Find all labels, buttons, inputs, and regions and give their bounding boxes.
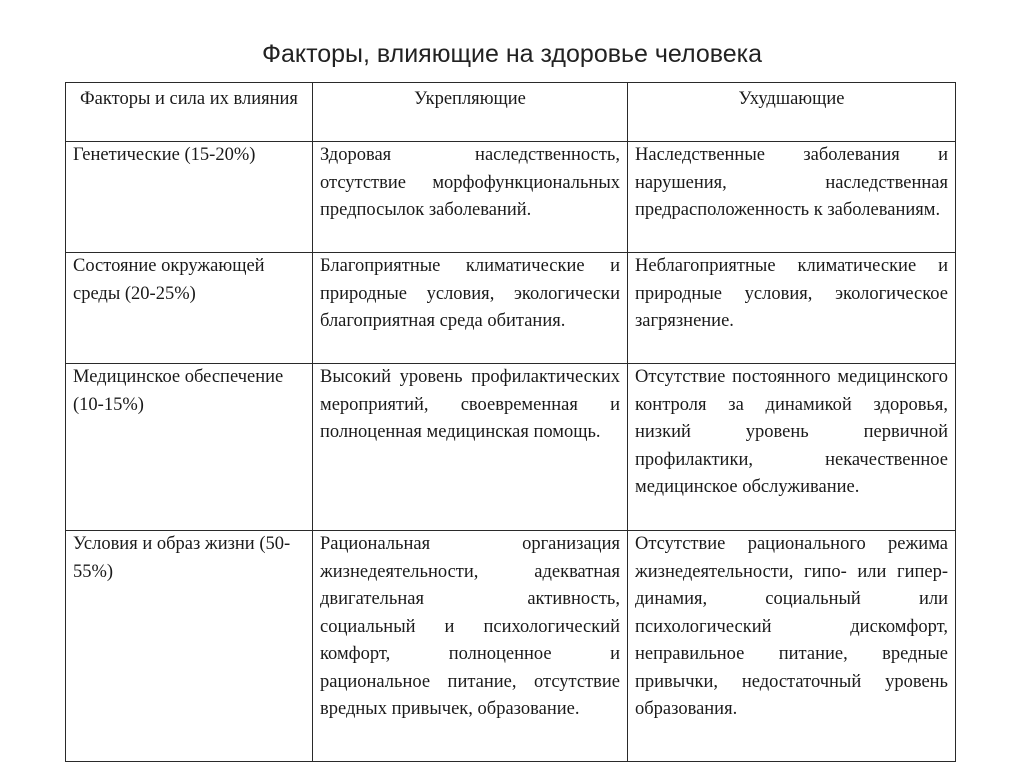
table-header-row: [66, 83, 956, 142]
factor-cell: Генетические (15-20%): [66, 142, 313, 253]
page-title: Факторы, влияющие на здоровье человека: [261, 40, 763, 68]
table-row-lifestyle: [66, 531, 956, 762]
header-worsening: Ухудшающие: [628, 83, 956, 142]
table-row-genetic: [66, 142, 956, 253]
factor-cell: Состояние окружающей среды (20-25%): [66, 253, 313, 364]
factor-cell: Условия и образ жизни (50-55%): [66, 531, 313, 762]
worsening-cell: Наследственные заболевания и нарушения, наследственная предрасположенность к заболеваниям.: [628, 142, 956, 253]
factor-cell: Медицинское обеспечение (10-15%): [66, 364, 313, 531]
worsening-cell: Неблагоприятные климатические и природные условия, экологическое загрязнение.: [628, 253, 956, 364]
strengthening-cell: Здоровая наследственность, отсутствие морфофункциональных предпосылок заболеваний.: [313, 142, 628, 253]
header-factors: Факторы и сила их влияния: [66, 83, 313, 142]
health-factors-table: [65, 82, 956, 762]
table-row-environment: [66, 253, 956, 364]
table-row-medical: [66, 364, 956, 531]
header-strengthening: Укрепляющие: [313, 83, 628, 142]
worsening-cell: Отсутствие постоянного медицинского контроля за динамикой здоровья, низкий уровень первичной профилактики, некачественное медицинское обслуживание.: [628, 364, 956, 531]
strengthening-cell: Высокий уровень профилактических мероприятий, своевременная и полноценная медицинская помощь.: [313, 364, 628, 531]
strengthening-cell: Рациональная организация жизнедеятельности, адекватная двигательная активность, социальный и психологический комфорт, полноценное и рациональное питание, отсутствие вредных привычек, образование.: [313, 531, 628, 762]
worsening-cell: Отсутствие рационального режима жизнедеятельности, гипо- или гипер- динамия, социальный или психологический дискомфорт, неправильное питание, вредные привычки, недостаточный уровень образования.: [628, 531, 956, 762]
strengthening-cell: Благоприятные климатические и природные условия, экологически благоприятная среда обитания.: [313, 253, 628, 364]
